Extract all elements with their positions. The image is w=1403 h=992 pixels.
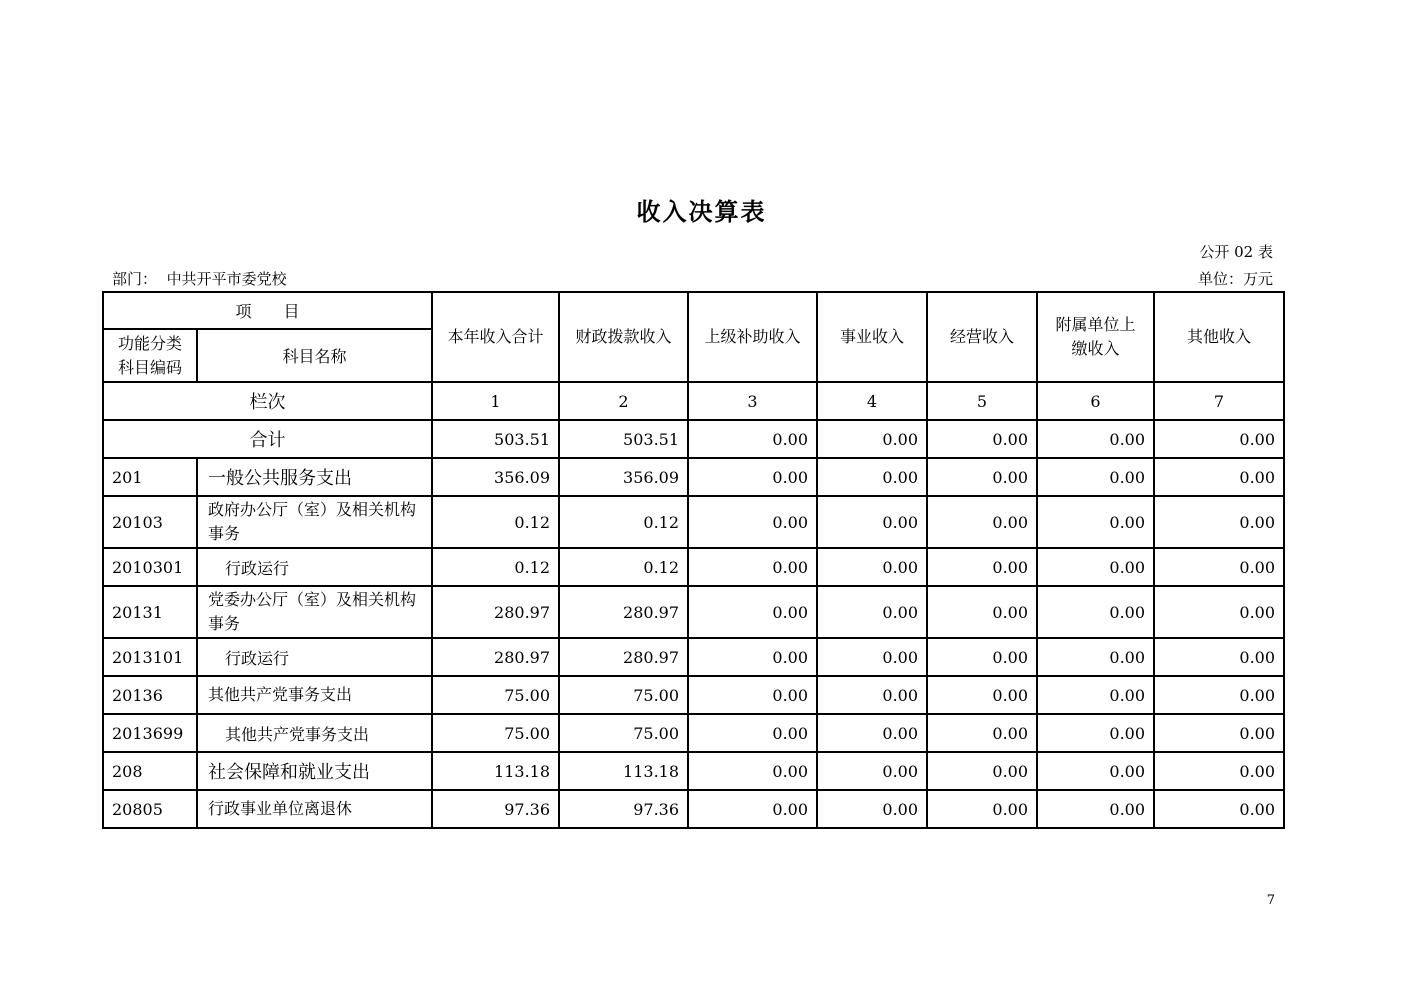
subject-code: 208 — [103, 752, 197, 790]
item-header: 项 目 — [103, 292, 432, 329]
subject-code: 20805 — [103, 790, 197, 828]
amount-cell: 0.00 — [927, 676, 1037, 714]
index-number: 2 — [559, 382, 688, 420]
subject-name: 行政运行 — [197, 638, 432, 676]
total-label: 合计 — [103, 420, 432, 458]
amount-cell: 75.00 — [559, 714, 688, 752]
amount-cell: 0.12 — [432, 496, 559, 548]
amount-cell: 0.00 — [817, 586, 927, 638]
subject-code: 20136 — [103, 676, 197, 714]
page-title: 收入决算表 — [636, 197, 767, 226]
amount-cell: 0.00 — [688, 790, 817, 828]
total-value: 0.00 — [927, 420, 1037, 458]
index-number: 7 — [1154, 382, 1284, 420]
amount-cell: 0.00 — [1154, 790, 1284, 828]
department-value: 中共开平市委党校 — [166, 270, 287, 288]
amount-cell: 280.97 — [432, 586, 559, 638]
total-row — [103, 420, 1284, 458]
amount-cell: 280.97 — [432, 638, 559, 676]
department-line — [112, 268, 287, 289]
amount-cell: 0.00 — [688, 548, 817, 586]
header-row-1 — [103, 292, 1284, 329]
amount-cell: 0.00 — [927, 548, 1037, 586]
col-header-1: 本年收入合计 — [432, 292, 559, 382]
amount-cell: 0.00 — [1154, 496, 1284, 548]
amount-cell: 0.00 — [1154, 548, 1284, 586]
subject-name: 其他共产党事务支出 — [197, 676, 432, 714]
amount-cell: 0.12 — [432, 548, 559, 586]
amount-cell: 0.12 — [559, 548, 688, 586]
amount-cell: 0.00 — [1037, 790, 1154, 828]
department-label: 部门： — [112, 270, 158, 288]
subject-code: 201 — [103, 458, 197, 496]
amount-cell: 0.00 — [1154, 752, 1284, 790]
index-row — [103, 382, 1284, 420]
table-row — [103, 790, 1284, 828]
amount-cell: 0.00 — [1037, 458, 1154, 496]
amount-cell: 0.00 — [688, 496, 817, 548]
col-header-5: 经营收入 — [927, 292, 1037, 382]
amount-cell: 0.00 — [817, 752, 927, 790]
amount-cell: 0.00 — [1154, 458, 1284, 496]
amount-cell: 0.00 — [817, 638, 927, 676]
table-row — [103, 714, 1284, 752]
subject-code: 20131 — [103, 586, 197, 638]
amount-cell: 0.00 — [817, 458, 927, 496]
amount-cell: 0.00 — [1037, 752, 1154, 790]
amount-cell: 113.18 — [432, 752, 559, 790]
subject-name: 行政运行 — [197, 548, 432, 586]
total-value: 503.51 — [559, 420, 688, 458]
unit-label: 单位：万元 — [1197, 270, 1273, 288]
amount-cell: 0.00 — [927, 586, 1037, 638]
amount-cell: 75.00 — [432, 714, 559, 752]
amount-cell: 97.36 — [559, 790, 688, 828]
amount-cell: 356.09 — [432, 458, 559, 496]
index-number: 4 — [817, 382, 927, 420]
amount-cell: 0.00 — [817, 496, 927, 548]
income-table — [102, 291, 1285, 829]
amount-cell: 0.00 — [817, 676, 927, 714]
amount-cell: 0.00 — [1154, 676, 1284, 714]
amount-cell: 0.00 — [1154, 586, 1284, 638]
table-row — [103, 548, 1284, 586]
page-number: 7 — [1266, 893, 1275, 908]
amount-cell: 97.36 — [432, 790, 559, 828]
table-row — [103, 752, 1284, 790]
amount-cell: 280.97 — [559, 638, 688, 676]
amount-cell: 0.00 — [688, 676, 817, 714]
amount-cell: 0.00 — [1154, 638, 1284, 676]
table-row — [103, 496, 1284, 548]
subject-name: 一般公共服务支出 — [197, 458, 432, 496]
subject-name: 其他共产党事务支出 — [197, 714, 432, 752]
amount-cell: 0.00 — [1154, 714, 1284, 752]
col-header-2: 财政拨款收入 — [559, 292, 688, 382]
col-header-4: 事业收入 — [817, 292, 927, 382]
amount-cell: 0.00 — [1037, 676, 1154, 714]
index-number: 6 — [1037, 382, 1154, 420]
amount-cell: 0.00 — [688, 752, 817, 790]
table-row — [103, 676, 1284, 714]
amount-cell: 0.12 — [559, 496, 688, 548]
amount-cell: 0.00 — [1037, 586, 1154, 638]
table-row — [103, 586, 1284, 638]
total-value: 0.00 — [817, 420, 927, 458]
amount-cell: 75.00 — [559, 676, 688, 714]
amount-cell: 280.97 — [559, 586, 688, 638]
table-row — [103, 458, 1284, 496]
amount-cell: 0.00 — [927, 790, 1037, 828]
amount-cell: 0.00 — [1037, 548, 1154, 586]
amount-cell: 0.00 — [688, 458, 817, 496]
amount-cell: 0.00 — [688, 714, 817, 752]
subject-name: 行政事业单位离退休 — [197, 790, 432, 828]
amount-cell: 0.00 — [927, 714, 1037, 752]
amount-cell: 0.00 — [927, 752, 1037, 790]
subject-name-header: 科目名称 — [197, 329, 432, 382]
col-header-7: 其他收入 — [1154, 292, 1284, 382]
func-code-header: 功能分类科目编码 — [103, 329, 197, 382]
subject-code: 20103 — [103, 496, 197, 548]
col-header-3: 上级补助收入 — [688, 292, 817, 382]
subject-code: 2013699 — [103, 714, 197, 752]
amount-cell: 0.00 — [688, 586, 817, 638]
amount-cell: 0.00 — [1037, 496, 1154, 548]
amount-cell: 0.00 — [1037, 638, 1154, 676]
amount-cell: 0.00 — [1037, 714, 1154, 752]
amount-cell: 356.09 — [559, 458, 688, 496]
total-value: 503.51 — [432, 420, 559, 458]
index-label: 栏次 — [103, 382, 432, 420]
total-value: 0.00 — [1037, 420, 1154, 458]
index-number: 5 — [927, 382, 1037, 420]
amount-cell: 0.00 — [927, 458, 1037, 496]
subject-name: 党委办公厅（室）及相关机构事务 — [197, 586, 432, 638]
amount-cell: 75.00 — [432, 676, 559, 714]
amount-cell: 0.00 — [817, 790, 927, 828]
amount-cell: 0.00 — [817, 548, 927, 586]
index-number: 3 — [688, 382, 817, 420]
table-code: 公开 02 表 — [1199, 243, 1273, 261]
amount-cell: 0.00 — [927, 638, 1037, 676]
amount-cell: 113.18 — [559, 752, 688, 790]
total-value: 0.00 — [688, 420, 817, 458]
table-row — [103, 638, 1284, 676]
amount-cell: 0.00 — [817, 714, 927, 752]
amount-cell: 0.00 — [927, 496, 1037, 548]
subject-code: 2010301 — [103, 548, 197, 586]
amount-cell: 0.00 — [688, 638, 817, 676]
index-number: 1 — [432, 382, 559, 420]
subject-code: 2013101 — [103, 638, 197, 676]
total-value: 0.00 — [1154, 420, 1284, 458]
col-header-6: 附属单位上缴收入 — [1037, 292, 1154, 382]
subject-name: 政府办公厅（室）及相关机构事务 — [197, 496, 432, 548]
subject-name: 社会保障和就业支出 — [197, 752, 432, 790]
